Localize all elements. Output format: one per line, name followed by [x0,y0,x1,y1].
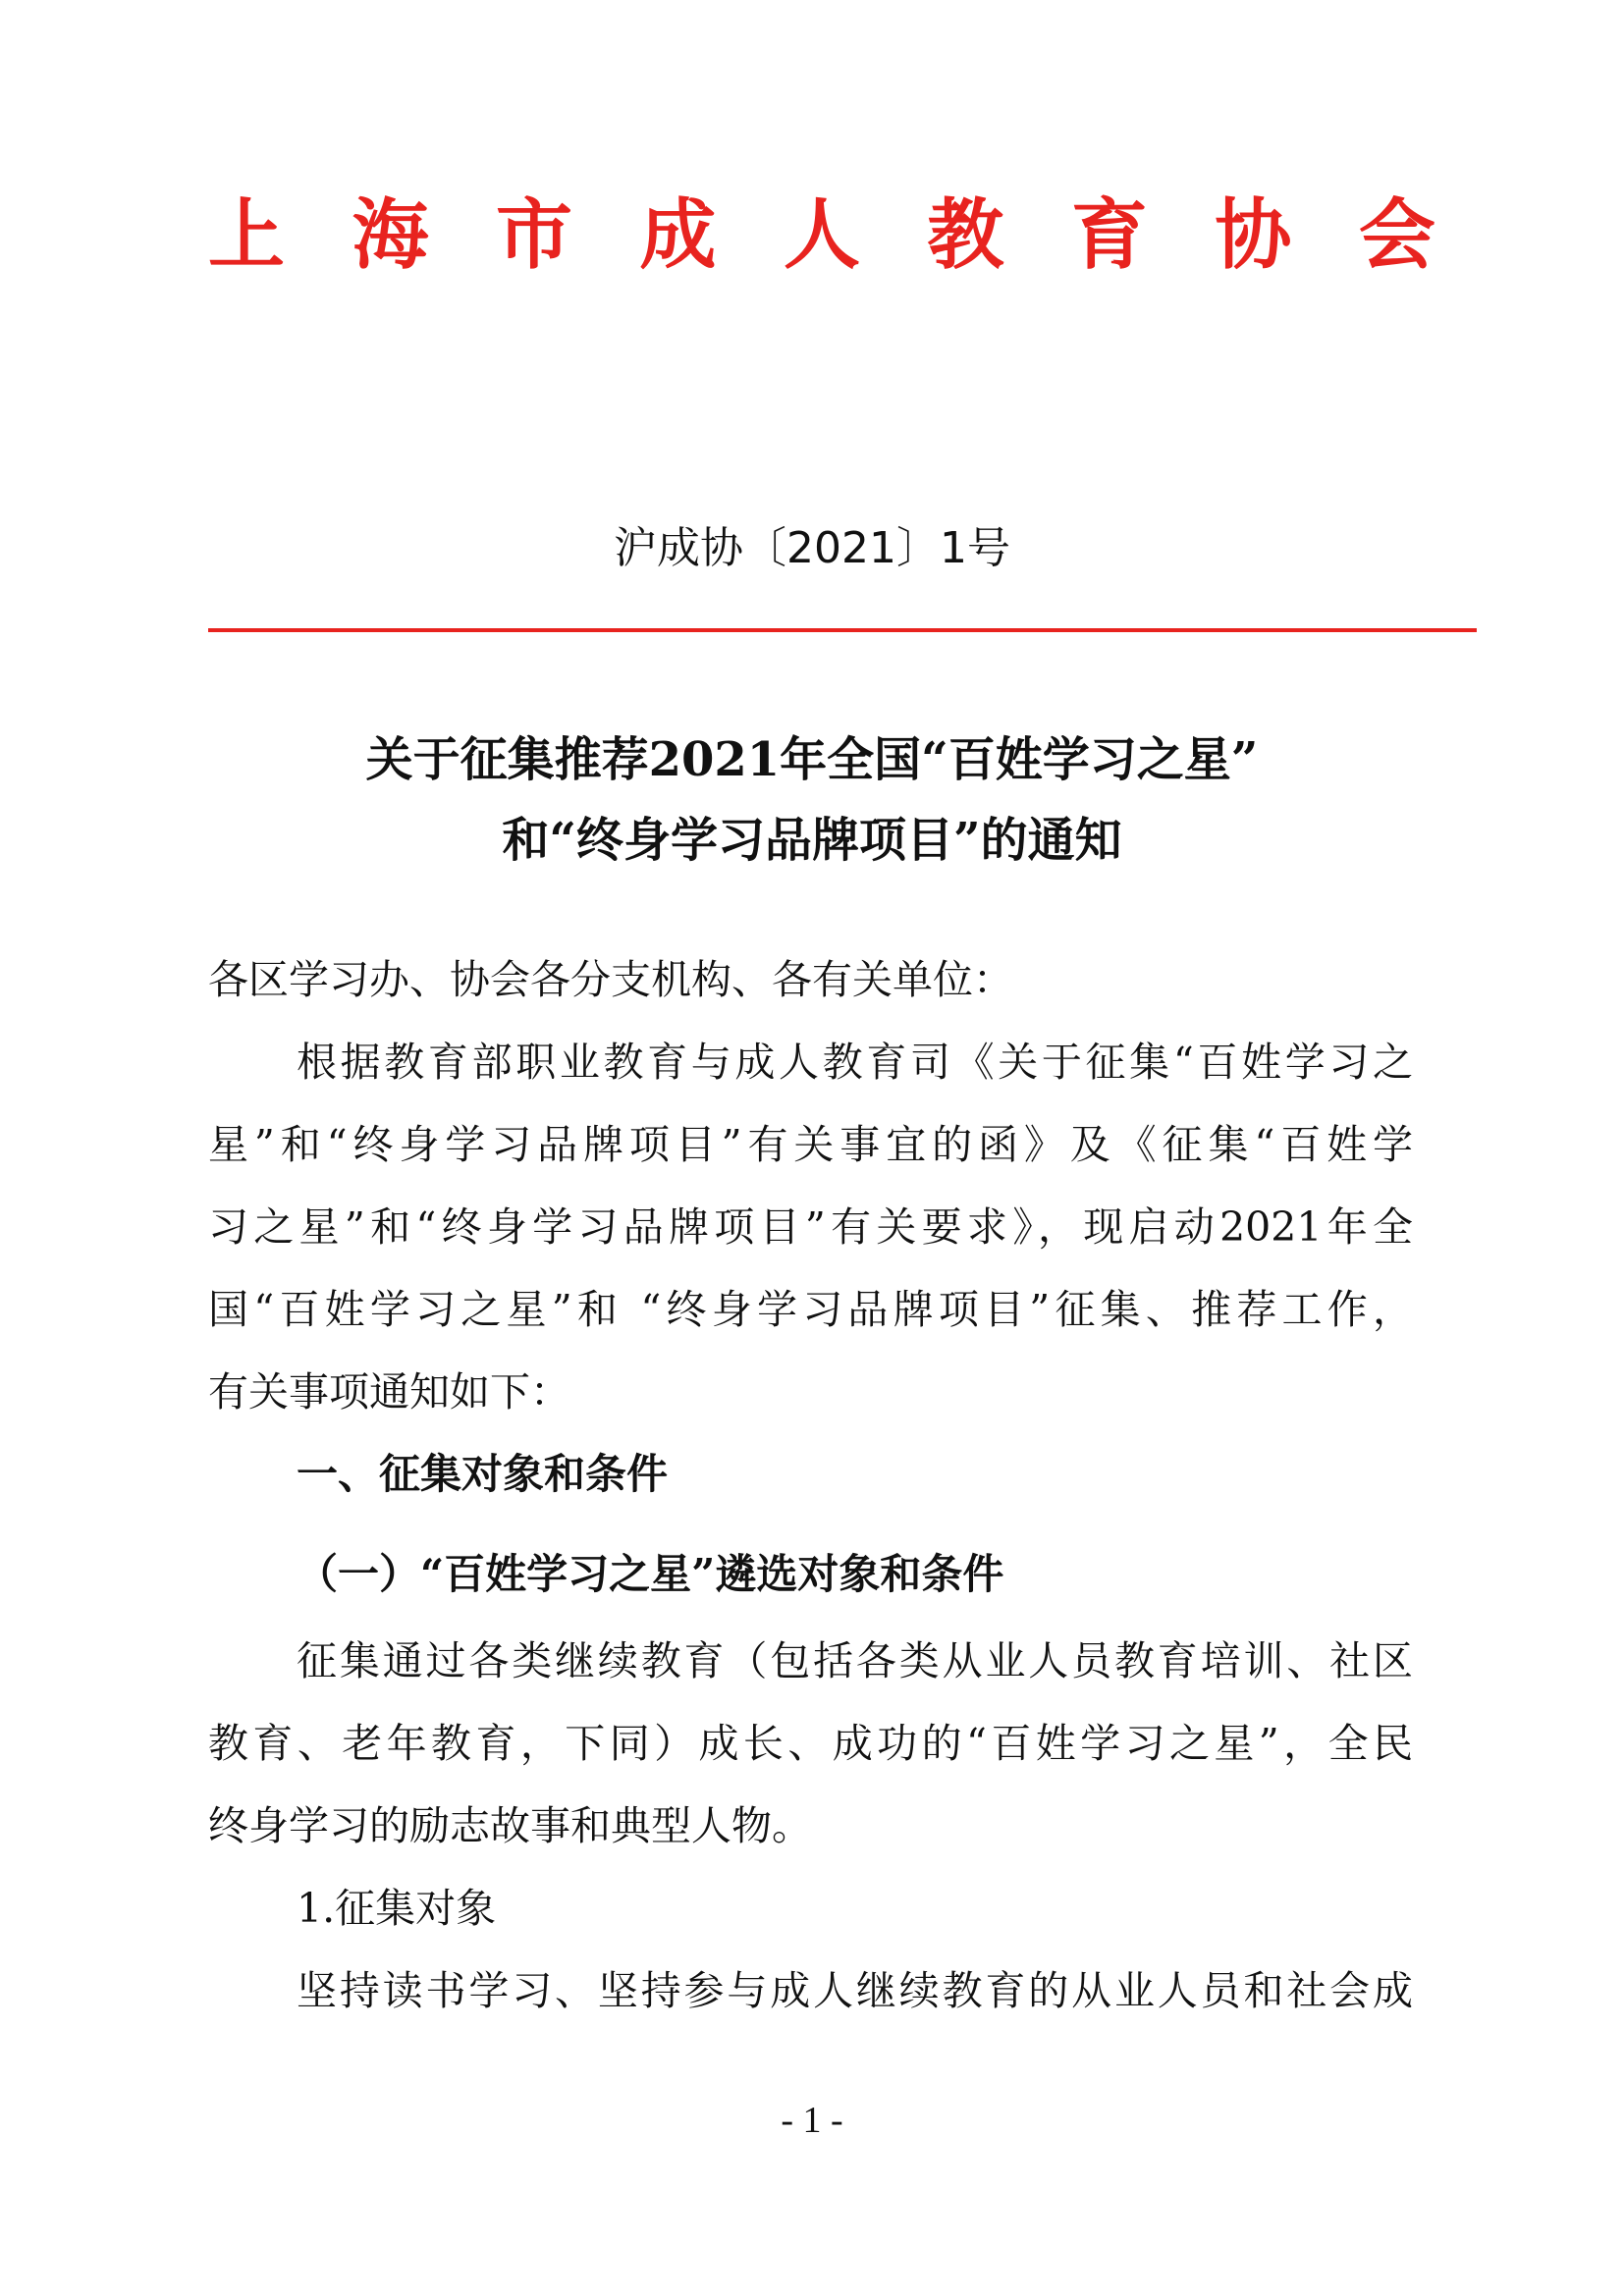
document-title-line-1: 关于征集推荐2021年全国“百姓学习之星” [365,732,1259,787]
letterhead-char: 育 [1070,190,1148,280]
body-paragraph-line: 征集通过各类继续教育（包括各类从业人员教育培训、社区 [297,1637,1413,1684]
letterhead-char: 海 [352,190,429,280]
document-number: 沪成协〔2021〕1号 [614,523,1010,573]
body-paragraph-line: 终身学习的励志故事和典型人物。 [208,1802,812,1849]
letterhead-char: 教 [927,190,1004,280]
document-title-line-2: 和“终身学习品牌项目”的通知 [502,813,1122,868]
red-divider-rule [208,628,1477,632]
letterhead-char: 市 [495,190,572,280]
letterhead-char: 成 [639,190,717,280]
letterhead-char: 人 [783,190,860,280]
letterhead-char: 会 [1358,190,1435,280]
intro-paragraph-line: 国“百姓学习之星”和 “终身学习品牌项目”征集、推荐工作， [208,1286,1413,1333]
letterhead [208,182,1435,290]
intro-paragraph-line: 根据教育部职业教育与成人教育司《关于征集“百姓学习之 [297,1039,1413,1086]
item-heading: 1.征集对象 [297,1885,497,1932]
subsection-heading: （一）“百姓学习之星”遴选对象和条件 [297,1550,1004,1598]
section-heading: 一、征集对象和条件 [297,1450,669,1498]
intro-paragraph-line: 习之星”和“终身学习品牌项目”有关要求》，现启动2021年全 [208,1203,1413,1251]
letterhead-char: 上 [208,190,286,280]
body-paragraph-line: 坚持读书学习、坚持参与成人继续教育的从业人员和社会成 [297,1967,1413,2014]
salutation: 各区学习办、协会各分支机构、各有关单位： [208,956,1013,1003]
letterhead-char: 协 [1215,190,1292,280]
intro-paragraph-line: 星”和“终身学习品牌项目”有关事宜的函》及《征集“百姓学 [208,1121,1413,1168]
intro-paragraph-line: 有关事项通知如下： [208,1368,570,1415]
body-paragraph-line: 教育、老年教育，下同）成长、成功的“百姓学习之星”，全民 [208,1720,1413,1767]
page-number: - 1 - [781,2100,843,2141]
